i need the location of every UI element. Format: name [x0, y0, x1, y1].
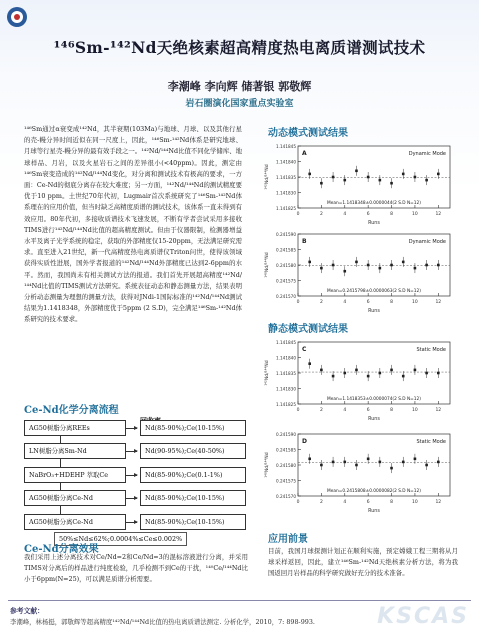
mode-label: Static Mode: [416, 439, 446, 445]
data-point: [402, 173, 405, 176]
flow-step-label: NaBrO₃+HDEHP 萃取Ce: [24, 467, 126, 483]
flow-arrow: [125, 522, 137, 523]
data-point: [425, 179, 428, 182]
mean-label: Mean=1.1418353±0.0000074(2 S.D N=12): [327, 397, 421, 402]
y-tick-label: 1.141845: [276, 144, 296, 149]
data-point: [308, 362, 311, 365]
data-point: [332, 264, 335, 267]
data-point: [355, 170, 358, 173]
flow-connector: [60, 436, 61, 443]
data-point: [402, 461, 405, 464]
section-static-title: 静态模式测试结果: [268, 324, 348, 335]
data-point: [343, 179, 346, 182]
section-flow-title: Ce-Nd化学分离流程: [24, 405, 119, 416]
data-point: [390, 467, 393, 470]
data-point: [343, 461, 346, 464]
data-point: [343, 372, 346, 375]
x-tick-label: 4: [343, 408, 347, 413]
chart-static-142nd: [262, 336, 460, 424]
data-point: [355, 261, 358, 264]
data-point: [437, 461, 440, 464]
data-point: [390, 182, 393, 185]
outlook-text: 目前，我国月球探测计划正在顺利实施，预定嫦娥工程三期将从月球采样返回，因此，建立¹⁴⁶Sm-¹⁴²Nd天绝核素分析方法，将为我国返回月岩样品的科学研究做好充分的技术准备。: [268, 547, 458, 577]
data-point: [367, 458, 370, 461]
data-point: [379, 461, 382, 464]
x-axis-label: Runs: [368, 309, 380, 314]
x-tick-label: 10: [412, 300, 418, 305]
x-tick-label: 8: [390, 500, 393, 505]
data-point: [414, 369, 417, 372]
data-point: [355, 464, 358, 467]
watermark: KSCAS: [377, 604, 469, 629]
data-point: [379, 267, 382, 270]
separation-text: 我们采用上述分离技术对Ce/Nd=2和Ce/Nd=3的混标溶液进行分离，并采用TIMS对分离后的样品进行纯度检验，几乎检测不到Ce的干扰，¹⁴⁰Ce/¹⁴⁴Nd比小于6ppm(N=25)，可以满足质谱分析需要。: [24, 553, 248, 583]
panel-letter: D: [302, 438, 307, 445]
panel-letter: A: [302, 150, 307, 157]
references-title: 参考文献：: [10, 607, 44, 615]
x-tick-label: 2: [319, 500, 323, 505]
chart-static-148nd: [262, 428, 460, 516]
section-dynamic-title: 动态模式测试结果: [268, 128, 348, 139]
data-point: [320, 182, 323, 185]
x-tick-label: 8: [390, 212, 393, 217]
data-point: [320, 464, 323, 467]
data-point: [320, 267, 323, 270]
data-point: [437, 372, 440, 375]
y-axis-label: ¹⁴²Nd/¹⁴⁴Nd: [265, 360, 270, 386]
flow-step-recovery: Nd(85-90%);Ce(10-15%): [140, 420, 246, 436]
reference-item: 李潮峰，林杨挺，郭敬辉等超高精度¹⁴²Nd/¹⁴⁴Nd比值的热电离质谱法测定. 分析化学，2010，7: 898-993.: [10, 618, 315, 626]
y-tick-label: 0.241570: [276, 294, 296, 299]
data-point: [379, 179, 382, 182]
data-point: [379, 372, 382, 375]
y-tick-label: 1.141835: [276, 371, 296, 376]
panel-letter: C: [302, 346, 307, 353]
x-tick-label: 4: [343, 212, 347, 217]
x-tick-label: 6: [366, 500, 370, 505]
y-tick-label: 1.141840: [276, 159, 296, 165]
x-tick-label: 8: [390, 300, 393, 305]
y-axis-label: ¹⁴⁸Nd/¹⁴⁴Nd: [265, 252, 270, 278]
intro-paragraph: ¹⁴⁶Sm通过α衰变成¹⁴²Nd，其半衰期(103Ma)与地球、月球、以及其他行星的壳-幔分异时间近似在同一尺度上，因此，¹⁴⁶Sm-¹⁴²Nd体系是研究地球、月球等行星壳-幔分异的最有效手段之一。¹⁴²Nd/¹⁴⁴Nd比值不同化学储库、地球样品、月岩，以及火星岩石之间的差异很小(<40ppm)。因此，测定由¹⁴⁶Sm衰变造成的¹⁴²Nd/¹⁴⁴Nd变化，对分离和测试技术有极高的要求，一方面：Ce-Nd的彻底分离存在较大难度；另一方面，¹⁴²Nd/¹⁴⁴Nd的测试精度要优于10 ppm。土世纪70年代初，Lugmair首次系统研究了¹⁴⁶Sm-¹⁴²Nd体系理在的应用价值，但当时缺乏高精度质谱的测试技术，该体系一直未得到有效应用。80年代初，多接收质谱技术飞速发展，不断有学者尝试采用多接收TIMS进行¹⁴²Nd/¹⁴⁴Nd比值的超高精度测试。但由于仪器限制，检测器增益水平及离子光学系统的稳定，获取的外部精度仅15-20ppm，无法满足研究需求。直至进入21世纪，新一代高精度热电离质谱仪Triton问世，使得该领域获得实质性进展，国外学者报道的¹⁴²Nd/¹⁴⁴Nd外部精度已达到2-6ppm的水平。然而，我国尚未有相关测试方法的报道。我们首先开展超高精度¹⁴²Nd/¹⁴⁴Nd比值的TIMS测试方法研究。系统表征动态和静态测量方法，结果表明分析动态测量为理想的测量方法，获得对JNdi-1国际标准的¹⁴²Nd/¹⁴⁴Nd测试结果为1.1418348，外部精度优于5ppm (2 S.D)，完全满足¹⁴⁶Sm-¹⁴²Nd体系研究的技术要求。: [24, 125, 242, 324]
y-tick-label: 0.241585: [276, 447, 296, 453]
data-point: [320, 369, 323, 372]
x-tick-label: 12: [435, 408, 442, 413]
flow-step-recovery: Nd(85-90%);Ce(0.1-1%): [140, 467, 246, 483]
y-tick-label: 0.241590: [276, 232, 296, 237]
section-outlook-title: 应用前景: [268, 534, 308, 545]
x-axis-label: Runs: [368, 509, 380, 514]
data-point: [332, 176, 335, 179]
affiliation: 岩石圈演化国家重点实验室: [185, 99, 294, 109]
flow-arrow: [125, 428, 137, 429]
x-tick-label: 0: [296, 212, 300, 217]
data-point: [367, 375, 370, 378]
data-point: [390, 264, 393, 267]
y-tick-label: 1.141835: [276, 175, 296, 180]
y-axis-label: ¹⁴²Nd/¹⁴⁴Nd: [265, 164, 270, 190]
flow-arrow: [125, 498, 137, 499]
x-tick-label: 6: [366, 212, 370, 217]
flow-connector: [60, 506, 61, 514]
divider: [8, 600, 471, 601]
flow-summary: 50%≤Nd≤62%;0.0004%≤Ce≤0.002%: [54, 532, 187, 546]
x-tick-label: 6: [366, 408, 370, 413]
y-tick-label: 0.241580: [276, 463, 296, 468]
y-tick-label: 1.141830: [276, 386, 296, 392]
mean-label: Mean=0.2415808±0.0000082(2 S.D N=12): [327, 489, 421, 494]
x-tick-label: 12: [435, 300, 442, 305]
x-tick-label: 12: [435, 212, 442, 217]
data-point: [402, 375, 405, 378]
chart-dynamic-142nd: [262, 140, 460, 228]
data-point: [425, 372, 428, 375]
x-tick-label: 8: [390, 408, 393, 413]
data-point: [414, 458, 417, 461]
flow-step-label: LN树脂分离Sm-Nd: [24, 443, 126, 459]
intro-text: [24, 124, 242, 326]
data-point: [425, 464, 428, 467]
data-point: [355, 369, 358, 372]
data-point: [390, 369, 393, 372]
y-tick-label: 1.141825: [276, 206, 296, 211]
mode-label: Dynamic Mode: [408, 151, 446, 157]
data-point: [332, 375, 335, 378]
y-axis-label: ¹⁴⁸Nd/¹⁴⁴Nd: [265, 452, 270, 478]
flow-step-recovery: Nd(90-95%);Ce(40-50%): [140, 443, 246, 459]
x-tick-label: 0: [296, 500, 300, 505]
x-tick-label: 10: [412, 408, 418, 413]
y-tick-label: 0.241575: [276, 278, 296, 284]
data-point: [437, 264, 440, 267]
institute-logo-icon: [6, 6, 28, 28]
mode-label: Dynamic Mode: [408, 239, 446, 245]
y-tick-label: 1.141840: [276, 355, 296, 361]
y-tick-label: 0.241590: [276, 432, 296, 437]
data-point: [308, 458, 311, 461]
data-point: [308, 173, 311, 176]
y-tick-label: 0.241575: [276, 478, 296, 484]
x-tick-label: 10: [412, 212, 418, 217]
authors: 李潮峰 李向辉 储著银 郭敬辉: [167, 80, 312, 93]
flow-connector: [60, 483, 61, 490]
x-tick-label: 2: [319, 300, 323, 305]
mode-label: Static Mode: [416, 347, 446, 353]
x-axis-label: Runs: [368, 417, 380, 422]
x-tick-label: 2: [319, 212, 323, 217]
x-tick-label: 6: [366, 300, 370, 305]
poster-title: ¹⁴⁶Sm-¹⁴²Nd天绝核素超高精度热电离质谱测试技术: [53, 38, 426, 57]
data-point: [437, 173, 440, 176]
panel-letter: B: [302, 238, 307, 245]
mean-label: Mean=0.2415798±0.0000063(2 S.D N=12): [327, 289, 421, 294]
y-tick-label: 0.241580: [276, 263, 296, 268]
y-tick-label: 1.141830: [276, 190, 296, 196]
flow-step-label: AG50树脂分离REEs: [24, 420, 126, 436]
flow-step-recovery: Nd(85-90%);Ce(10-15%): [140, 514, 246, 530]
data-point: [332, 461, 335, 464]
x-tick-label: 12: [435, 500, 442, 505]
x-tick-label: 2: [319, 408, 323, 413]
flow-connector: [60, 459, 61, 467]
y-tick-label: 0.241570: [276, 494, 296, 499]
data-point: [425, 264, 428, 267]
x-tick-label: 10: [412, 500, 418, 505]
x-tick-label: 0: [296, 300, 300, 305]
y-tick-label: 1.141845: [276, 340, 296, 345]
mean-label: Mean=1.1418348±0.0000044(2 S.D N=12): [327, 201, 421, 206]
data-point: [402, 261, 405, 264]
section-separation-title: Ce-Nd分离效果: [24, 544, 99, 555]
flow-arrow: [125, 451, 137, 452]
x-tick-label: 4: [343, 500, 347, 505]
x-tick-label: 0: [296, 408, 300, 413]
data-point: [414, 176, 417, 179]
data-point: [414, 267, 417, 270]
flow-arrow: [125, 475, 137, 476]
flow-step-label: AG50树脂分离Ce-Nd: [24, 514, 126, 530]
x-tick-label: 4: [343, 300, 347, 305]
data-point: [308, 261, 311, 264]
flow-step-recovery: Nd(85-90%);Ce(10-15%): [140, 490, 246, 506]
data-point: [367, 264, 370, 267]
x-axis-label: Runs: [368, 221, 380, 226]
y-tick-label: 0.241585: [276, 247, 296, 253]
y-tick-label: 1.141825: [276, 402, 296, 407]
chart-dynamic-148nd: [262, 228, 460, 316]
data-point: [367, 176, 370, 179]
flow-step-label: AG50树脂分离Ce-Nd: [24, 490, 126, 506]
data-point: [343, 270, 346, 273]
